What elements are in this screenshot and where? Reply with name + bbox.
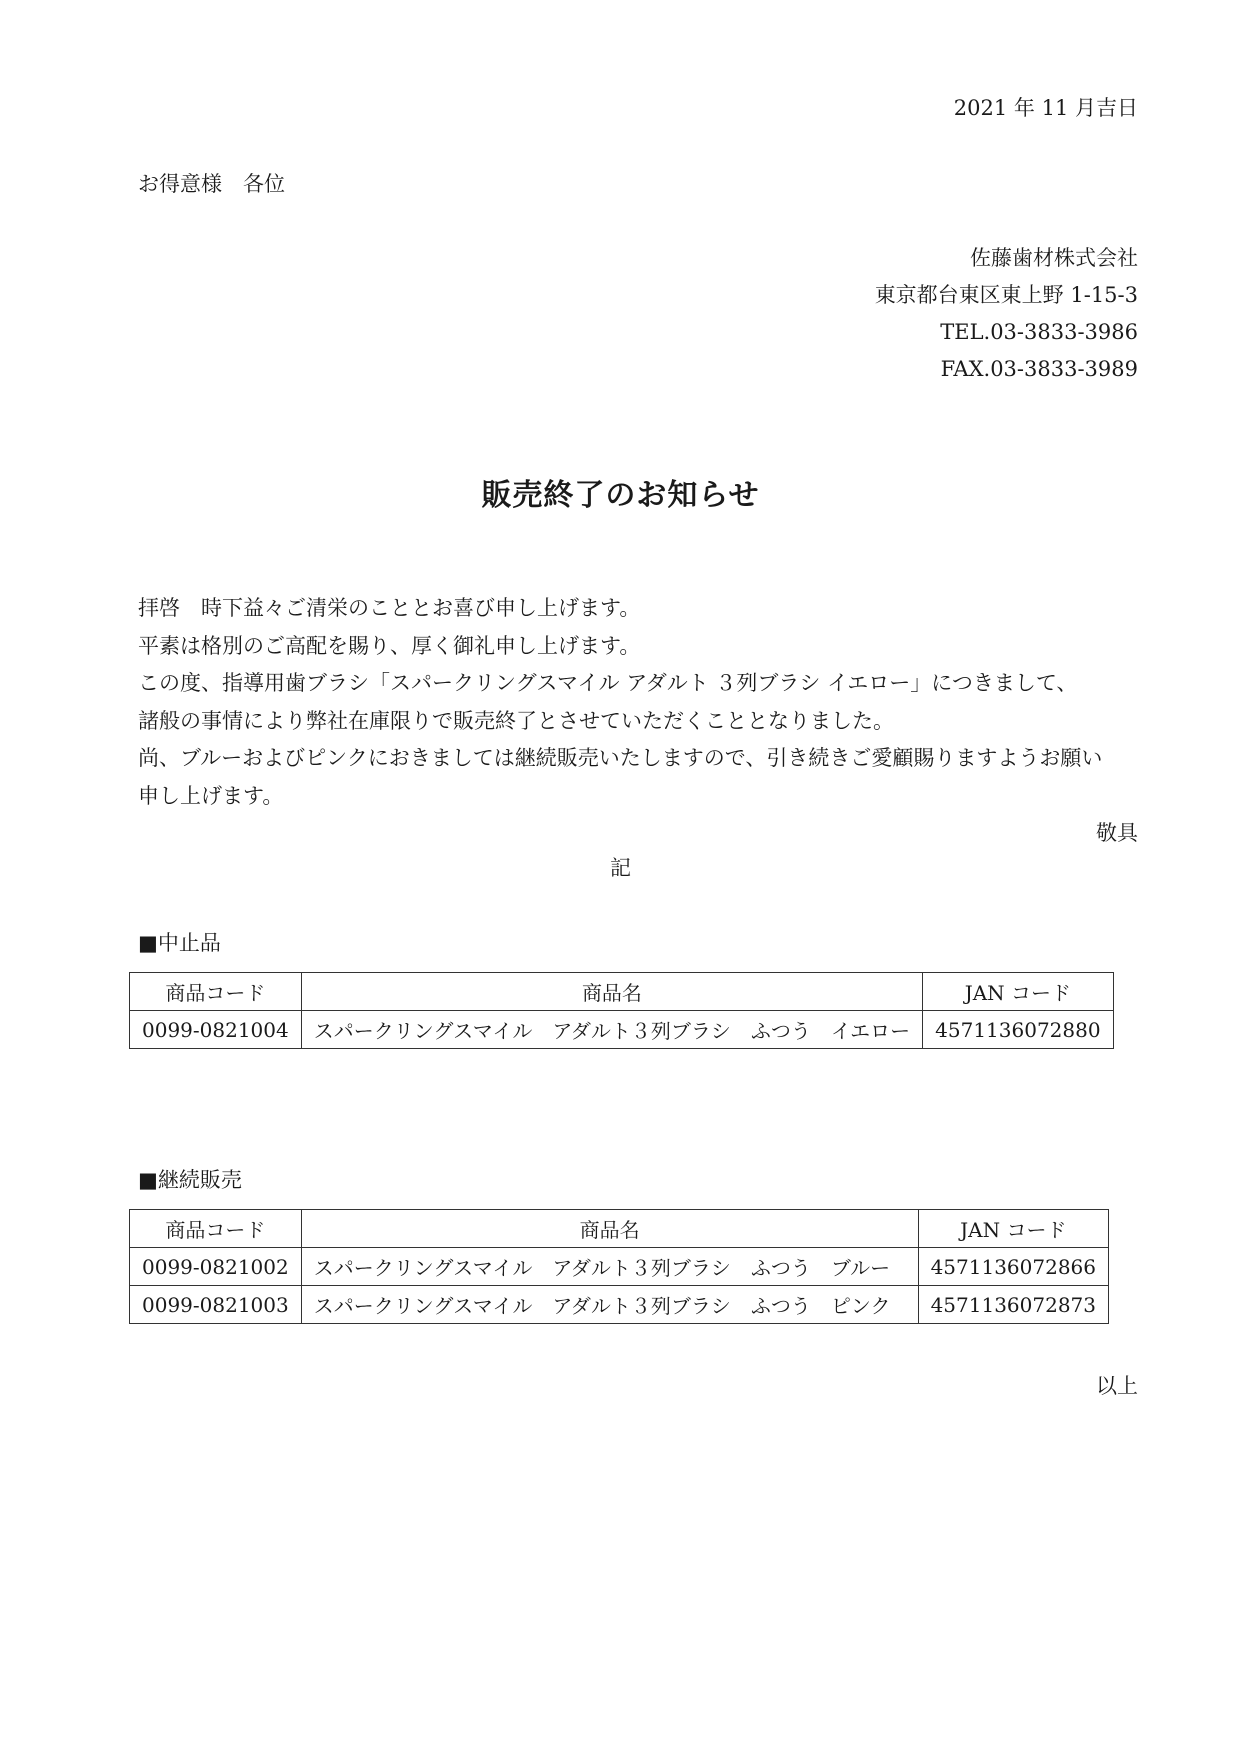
continued-section-label: ■継続販売 [138,1168,242,1192]
table-header-row [130,973,1114,1011]
sender-address: 東京都台東区東上野 1-15-3 [874,283,1138,307]
body-line: 平素は格別のご高配を賜り、厚く御礼申し上げます。 [138,633,641,658]
addressee: お得意様 各位 [138,172,285,196]
header-name: 商品名 [301,1210,918,1248]
sender-company: 佐藤歯材株式会社 [970,246,1138,270]
ki-mark: 記 [610,856,631,880]
document-date: 2021 年 11 月吉日 [953,96,1138,120]
table-row [130,1248,1109,1286]
header-jan: JAN コード [923,973,1113,1011]
header-code: 商品コード [130,1210,302,1248]
end-mark: 以上 [1096,1374,1138,1398]
discontinued-products-table [129,972,1114,1049]
product-jan: 4571136072873 [918,1286,1108,1324]
header-code: 商品コード [130,973,302,1011]
sender-block [875,240,1138,388]
product-name: スパークリングスマイル アダルト３列ブラシ ふつう イエロー [301,1011,922,1049]
document-title: 販売終了のお知らせ [481,478,760,513]
product-code: 0099-0821003 [130,1286,302,1324]
sender-tel: TEL.03-3833-3986 [940,320,1138,344]
continued-products-table [129,1209,1109,1324]
product-jan: 4571136072866 [918,1248,1108,1286]
body-line: 申し上げます。 [138,783,284,808]
closing-keigu: 敬具 [1096,821,1138,845]
discontinued-section-label: ■中止品 [138,931,221,955]
table-row [130,1011,1114,1049]
product-name: スパークリングスマイル アダルト３列ブラシ ふつう ブルー [301,1248,918,1286]
table-header-row [130,1210,1109,1248]
body-line: 諸般の事情により弊社在庫限りで販売終了とさせていただくこととなりました。 [138,708,894,733]
body-line: 拝啓 時下益々ご清栄のこととお喜び申し上げます。 [138,596,641,620]
body-line: この度、指導用歯ブラシ「スパークリングスマイル アダルト ３列ブラシ イエロー」につきまして、 [138,671,1078,695]
product-code: 0099-0821004 [130,1011,302,1049]
product-jan: 4571136072880 [923,1011,1113,1049]
product-name: スパークリングスマイル アダルト３列ブラシ ふつう ピンク [301,1286,918,1324]
table-row [130,1286,1109,1324]
product-code: 0099-0821002 [130,1248,302,1286]
header-jan: JAN コード [918,1210,1108,1248]
header-name: 商品名 [301,973,922,1011]
body-text [138,590,1138,815]
sender-fax: FAX.03-3833-3989 [940,357,1138,381]
body-line: 尚、ブルーおよびピンクにおきましては継続販売いたしますので、引き続きご愛顧賜りますようお願い [138,746,1103,770]
